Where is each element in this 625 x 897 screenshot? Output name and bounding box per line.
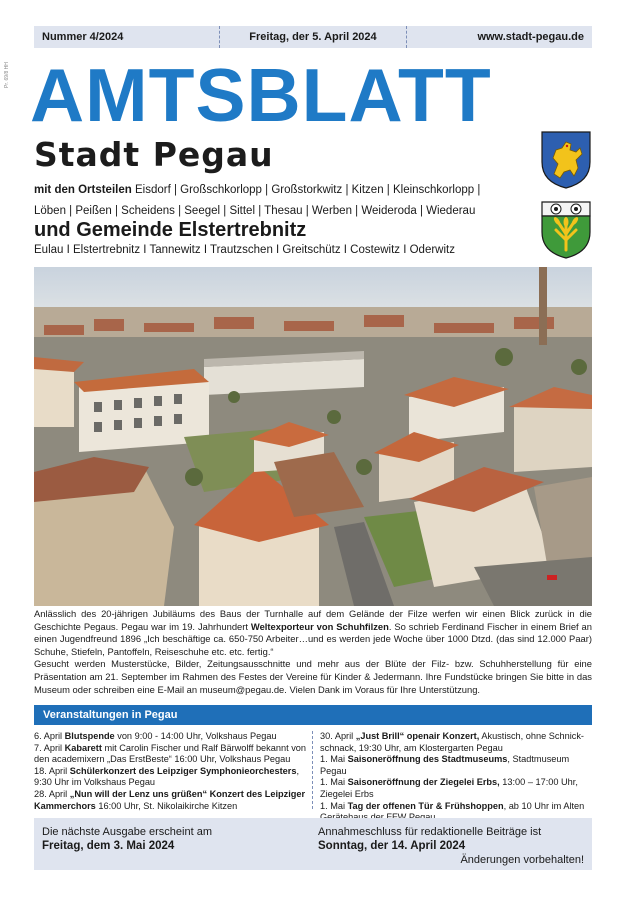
ortsteile-list [34, 180, 524, 222]
event-title: „Just Brill“ openair Konzert, [355, 731, 480, 741]
aerial-town-photo [34, 267, 592, 606]
next-issue-date: Freitag, dem 3. Mai 2024 [42, 840, 175, 852]
caption-text-b: . So schrieb Ferdinand Fischer in einem Brief an einen Jugendfreund 1896 „Ich beschäftige ca. 650-750 Arbeiter…und es werden jede Woche über 1000 Dtzd. (das sind 12.000 Paar) Schuhe, Stiefeln, Pantoffeln, Reiseschuhe etc. etc. fertig.“ [34, 620, 592, 657]
event-date: 7. April [34, 742, 65, 753]
event-date: 6. April [34, 731, 65, 741]
event-item [34, 743, 306, 766]
event-details: Akustisch, ohne Schnick-schnack, 19:30 Uhr, am Klostergarten Pegau [320, 731, 584, 753]
event-item [320, 731, 592, 754]
events-right-column [320, 731, 592, 824]
event-details: mit Carolin Fischer und Ralf Bärwolff bekannt von den academixern „Das ErstBeste“ 16:00 Uhr, Volkshaus Pegau [34, 742, 307, 765]
next-issue-label: Die nächste Ausgabe erscheint am [42, 826, 212, 838]
event-date: 1. Mai [320, 777, 348, 788]
event-date: 30. April [320, 731, 356, 741]
next-issue-block [42, 825, 212, 853]
event-details: , 9:30 Uhr im Volkshaus Pegau [34, 765, 300, 788]
event-item [34, 766, 306, 789]
masthead-title: AMTSBLATT [30, 53, 492, 137]
deadline-date: Sonntag, der 14. April 2024 [318, 840, 466, 852]
caption-bold: Weltexporteur von Schuhfilzen [250, 620, 389, 632]
website-link[interactable]: www.stadt-pegau.de [477, 31, 584, 43]
changes-note: Änderungen vorbehalten! [460, 854, 584, 866]
event-date: 1. Mai [320, 754, 348, 765]
issue-bar [34, 26, 592, 48]
event-title: Schülerkonzert des Leipziger Symphonieorchesters [69, 765, 297, 776]
event-item [320, 754, 592, 777]
ortsteile-line2: Löben | Peißen | Scheidens | Seegel | Sittel | Thesau | Werben | Weideroda | Wiederau [34, 205, 476, 217]
issue-number: Nummer 4/2024 [42, 31, 124, 43]
issue-date: Freitag, der 5. April 2024 [219, 26, 406, 48]
event-title: Blutspende [64, 731, 115, 741]
caption-text-a: Anlässlich des 20-jährigen Jubiläums des Baus der Turnhalle auf dem Gelände der Filze werfen wir einen Blick zurück in die Geschichte Pegaus. Pegau war im 19. Jahrhundert [34, 608, 592, 632]
events-header: Veranstaltungen in Pegau [34, 705, 592, 725]
ortsteile-line1: Eisdorf | Großschkorlopp | Großstorkwitz | Kitzen | Kleinschkorlopp | [131, 184, 481, 196]
masthead-subtitle: Stadt Pegau [34, 135, 274, 174]
event-title: Saisoneröffnung der Ziegelei Erbs, [347, 777, 500, 788]
event-details: , ab 10 Uhr im Alten [503, 800, 585, 811]
event-details: 13:00 – 17:00 Uhr, Ziegelei Erbs [320, 777, 578, 799]
print-code: Pr. 69/8 HH [4, 62, 10, 88]
event-title: Saisoneröffnung des Stadtmuseums [347, 754, 508, 765]
deadline-label: Annahmeschluss für redaktionelle Beiträge ist [318, 826, 542, 838]
event-date: 18. April [34, 765, 70, 776]
event-date: 1. Mai [320, 800, 348, 811]
event-title: Tag der offenen Tür & Frühshoppen [347, 800, 504, 811]
deadline-block [318, 825, 584, 867]
event-item [34, 789, 306, 812]
event-date: 28. April [34, 788, 70, 799]
gemeinde-title: und Gemeinde Elstertrebnitz [34, 219, 307, 241]
ortsteile-lead: mit den Ortsteilen [34, 184, 132, 196]
pegau-coat-of-arms-icon [540, 130, 592, 190]
gemeinde-orte: Eulau I Elstertrebnitz I Tannewitz I Trautzschen I Greitschütz I Costewitz I Oderwitz [34, 244, 455, 256]
events-divider [312, 731, 313, 809]
event-title: „Nun will der Lenz uns grüßen“ Konzert des Leipziger Kammerchors [34, 788, 306, 811]
events-left-column [34, 731, 306, 812]
event-item [34, 731, 306, 743]
event-details: 16:00 Uhr, St. Nikolaikirche Kitzen [95, 800, 238, 811]
event-item [320, 777, 592, 800]
photo-caption [34, 608, 592, 696]
event-details: von 9:00 - 14:00 Uhr, Volkshaus Pegau [114, 731, 277, 741]
elstertrebnitz-coat-of-arms-icon [540, 200, 592, 260]
event-title: Kabarett [64, 742, 102, 753]
caption-text-p2: Gesucht werden Musterstücke, Bilder, Zeitungsausschnitte und mehr aus der Blüte der Filz- bzw. Schuhherstellung für eine Präsentation am 21. September im Rahmen des Festes der Vereine für Kinder & Jedermann. Ihre Fundstücke bringen Sie bitte in das Museum oder schreiben eine E-Mail an museum@pegau.de. Vielen Dank im Voraus für Ihre Unterstützung. [34, 658, 592, 695]
footer-panel [34, 818, 592, 870]
event-details: , Stadtmuseum Pegau [320, 754, 570, 776]
